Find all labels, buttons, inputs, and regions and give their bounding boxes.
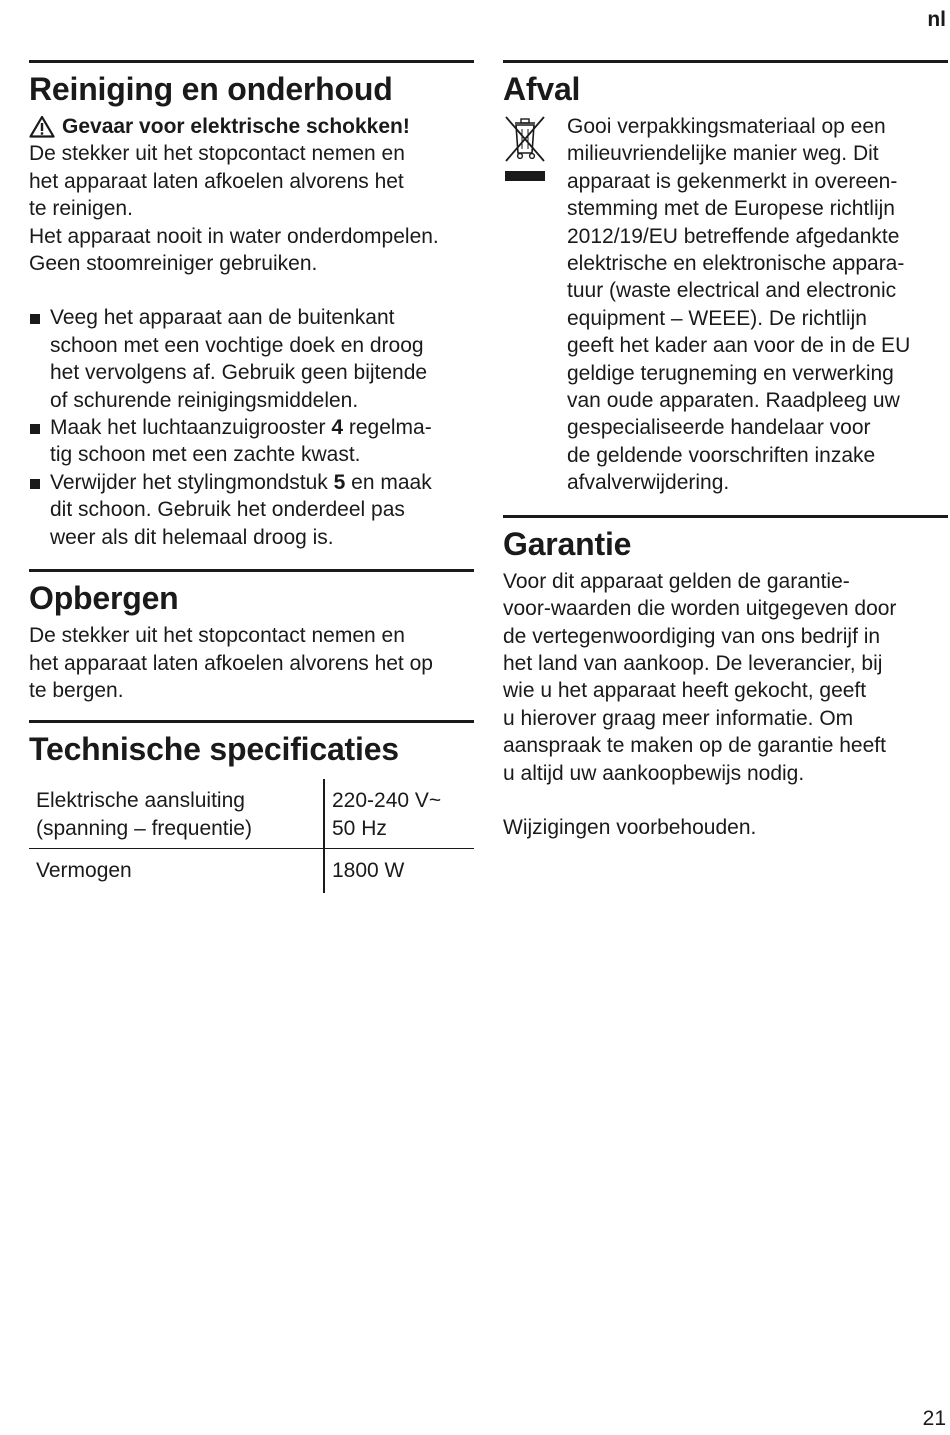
reiniging-intro-line: Geen stoomreiniger gebruiken. <box>29 252 318 276</box>
right-column <box>503 60 948 841</box>
garantie-line: wie u het apparaat heeft gekocht, geeft <box>503 679 867 703</box>
warning-triangle-icon <box>29 115 55 138</box>
garantie-title: Garantie <box>503 525 632 562</box>
section-reiniging <box>29 60 474 551</box>
warning-line <box>29 113 474 140</box>
reiniging-bullets <box>29 304 474 551</box>
garantie-line: het land van aankoop. De leverancier, bij <box>503 651 883 675</box>
bullet-square-icon <box>30 314 40 324</box>
garantie-line: Voor dit apparaat gelden de garantie- <box>503 569 850 593</box>
reiniging-intro-line: De stekker uit het stopcontact nemen en <box>29 142 405 166</box>
weee-crossed-bin-icon <box>503 113 567 497</box>
specs-table <box>29 779 474 892</box>
reiniging-intro-line: te reinigen. <box>29 197 133 221</box>
garantie-line: u hierover graag meer informatie. Om <box>503 706 854 730</box>
garantie-line: u altijd uw aankoopbewijs nodig. <box>503 761 805 785</box>
language-code: nl <box>927 8 946 31</box>
table-row <box>29 779 474 848</box>
opbergen-line: te bergen. <box>29 678 124 702</box>
technisch-title: Technische specificaties <box>29 731 399 768</box>
afval-title: Afval <box>503 71 581 107</box>
part-number: 4 <box>331 416 344 440</box>
section-technisch <box>29 720 474 892</box>
opbergen-title: Opbergen <box>29 580 179 617</box>
bullet-square-icon <box>30 424 40 434</box>
section-garantie <box>503 515 948 842</box>
bullet-item: Verwijder het stylingmondstuk 5 en maak dit schoon. Gebruik het onderdeel pas weer als dit helemaal droog is. <box>29 469 474 551</box>
table-row <box>29 849 474 893</box>
garantie-line: aanspraak te maken op de garantie heeft <box>503 734 886 758</box>
reiniging-title: Reiniging en onderhoud <box>29 71 393 107</box>
spec-label: Vermogen <box>29 849 324 893</box>
spec-value: 220-240 V~ 50 Hz <box>324 779 474 848</box>
section-afval <box>503 60 948 497</box>
reiniging-intro-line: Het apparaat nooit in water onderdompelen. <box>29 224 439 248</box>
page-number: 21 <box>922 1407 946 1430</box>
part-number: 5 <box>333 470 346 494</box>
garantie-line: de vertegenwoordiging van ons bedrijf in <box>503 624 881 648</box>
opbergen-line: het apparaat laten afkoelen alvorens het op <box>29 651 433 675</box>
section-opbergen <box>29 569 474 704</box>
bullet-item: Maak het luchtaanzuigrooster 4 regelma- tig schoon met een zachte kwast. <box>29 414 474 469</box>
garantie-note: Wijzigingen voorbehouden. <box>503 815 757 839</box>
warning-text: Gevaar voor elektrische schokken! <box>62 115 410 138</box>
reiniging-intro-line: het apparaat laten afkoelen alvorens het <box>29 169 404 193</box>
bullet-square-icon <box>30 479 40 489</box>
spec-label: Elektrische aansluiting (spanning – frequentie) <box>29 779 324 848</box>
opbergen-line: De stekker uit het stopcontact nemen en <box>29 624 405 648</box>
bullet-item: Veeg het apparaat aan de buitenkant schoon met een vochtige doek en droog het vervolgens af. Gebruik geen bijtende of schurende reinigingsmiddelen. <box>29 304 474 414</box>
garantie-line: voor-waarden die worden uitgegeven door <box>503 597 897 621</box>
left-column <box>29 60 474 893</box>
spec-value: 1800 W <box>332 859 405 883</box>
afval-text: Gooi verpakkingsmateriaal op een milieuvriendelijke manier weg. Dit apparaat is gekenmerkt in overeen- stemming met de Europese richtlijn 2012/19/EU betreffende afgedankte elektrische en elektronische appara- tuur (waste electrical and electronic equipment – WEEE). De richtlijn geeft het kader aan voor de in de EU geldige terugneming en verwerking van oude apparaten. Raadpleeg uw gespecialiseerde handelaar voor de geldende voorschriften inzake afvalverwijdering. <box>567 115 911 495</box>
